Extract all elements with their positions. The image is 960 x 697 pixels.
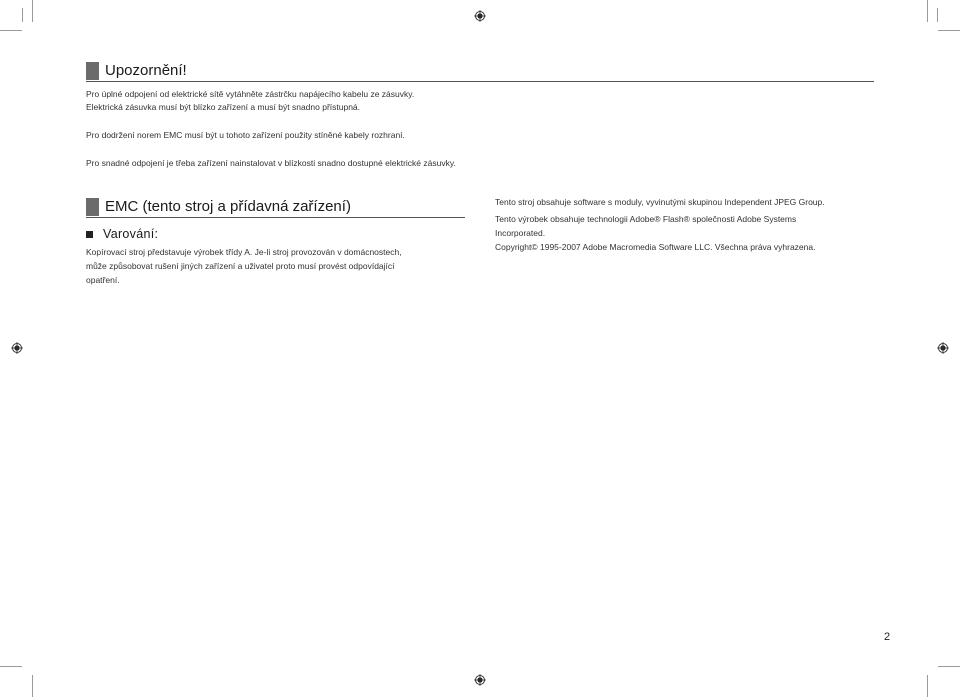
crop-mark bbox=[32, 675, 33, 697]
registration-mark-icon bbox=[937, 342, 949, 354]
emc-text-line: opatření. bbox=[86, 275, 120, 285]
crop-mark bbox=[32, 0, 33, 22]
crop-mark bbox=[22, 8, 23, 22]
crop-mark bbox=[937, 8, 938, 22]
page-number: 2 bbox=[884, 631, 891, 643]
registration-mark-icon bbox=[474, 10, 486, 22]
software-notice-line: Incorporated. bbox=[495, 228, 546, 238]
crop-mark bbox=[927, 0, 928, 22]
registration-mark-icon bbox=[474, 674, 486, 686]
registration-mark-icon bbox=[11, 342, 23, 354]
emc-text-line: může způsobovat rušení jiných zařízení a uživatel proto musí provést odpovídající bbox=[86, 261, 395, 271]
warning-paragraph: Pro dodržení norem EMC musí být u tohoto zařízení použity stíněné kabely rozhraní. bbox=[86, 130, 405, 140]
heading-rule bbox=[86, 217, 465, 218]
emc-text-line: Kopírovací stroj představuje výrobek třídy A. Je-li stroj provozován v domácnostech, bbox=[86, 247, 402, 257]
emc-warning-label bbox=[86, 227, 158, 241]
crop-mark bbox=[938, 30, 960, 31]
crop-mark bbox=[927, 675, 928, 697]
heading-bar bbox=[86, 198, 99, 216]
warning-title: Upozornění! bbox=[105, 62, 187, 79]
emc-title: EMC (tento stroj a přídavná zařízení) bbox=[105, 198, 351, 215]
software-notice-line: Tento výrobek obsahuje technologii Adobe® Flash® společnosti Adobe Systems bbox=[495, 214, 797, 224]
emc-heading bbox=[86, 198, 465, 216]
software-notice-line: Tento stroj obsahuje software s moduly, vyvinutými skupinou Independent JPEG Group. bbox=[495, 197, 825, 207]
bullet-square-icon bbox=[86, 231, 93, 238]
warning-label-text: Varování: bbox=[103, 227, 159, 241]
crop-mark bbox=[938, 666, 960, 667]
software-notice-line: Copyright© 1995-2007 Adobe Macromedia Software LLC. Všechna práva vyhrazena. bbox=[495, 242, 816, 252]
warning-paragraph: Pro úplné odpojení od elektrické sítě vytáhněte zástrčku napájecího kabelu ze zásuvky. bbox=[86, 89, 415, 99]
heading-bar bbox=[86, 62, 99, 80]
warning-paragraph: Pro snadné odpojení je třeba zařízení nainstalovat v blízkosti snadno dostupné elektrické zásuvky. bbox=[86, 158, 456, 168]
crop-mark bbox=[0, 666, 22, 667]
warning-paragraph: Elektrická zásuvka musí být blízko zařízení a musí být snadno přístupná. bbox=[86, 102, 361, 112]
crop-mark bbox=[0, 30, 22, 31]
heading-rule bbox=[86, 81, 874, 82]
warning-heading bbox=[86, 62, 874, 80]
